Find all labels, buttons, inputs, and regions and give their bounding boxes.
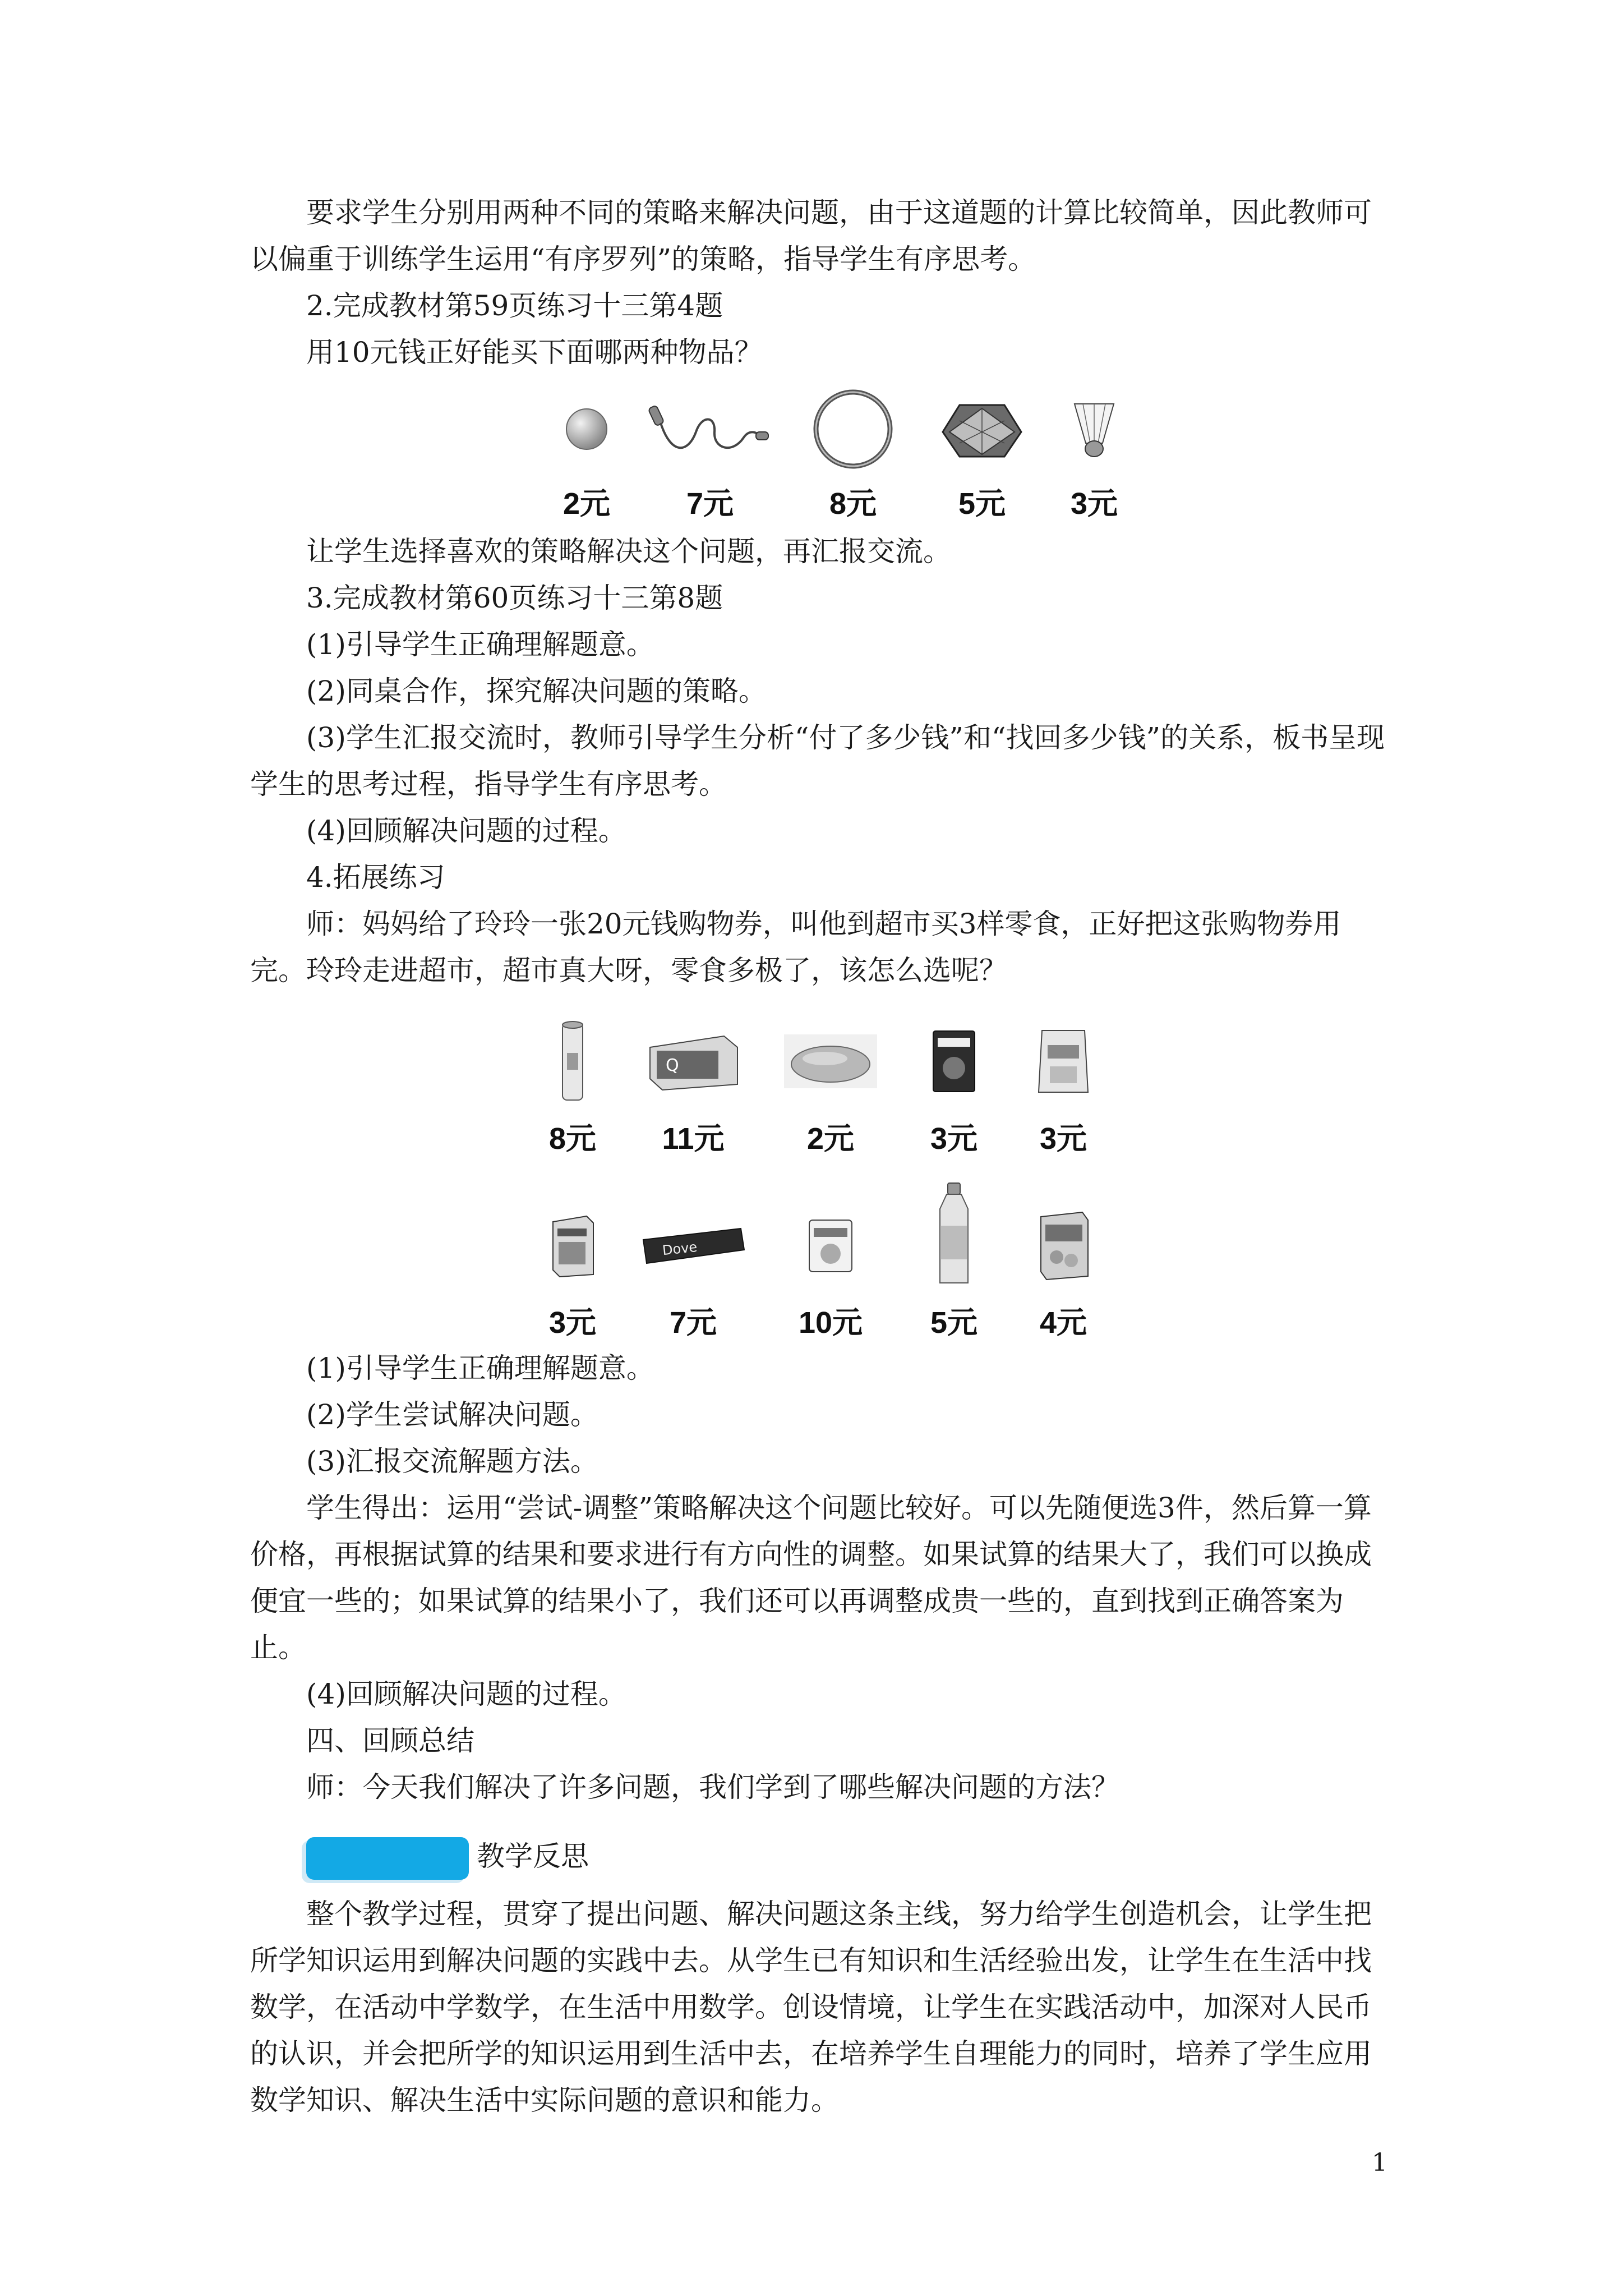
paragraph: 让学生选择喜欢的策略解决这个问题，再汇报交流。 bbox=[306, 535, 951, 568]
paragraph: 用10元钱正好能买下面哪两种物品？ bbox=[306, 336, 763, 369]
paragraph: (2)学生尝试解决问题。 bbox=[306, 1398, 598, 1431]
shuttlecock-icon bbox=[1069, 398, 1119, 460]
section-title: 教学反思 bbox=[477, 1840, 589, 1872]
item-q-cake-box bbox=[626, 1016, 760, 1156]
item-hula-hoop bbox=[789, 387, 917, 521]
exercise-heading: 4.拓展练习 bbox=[306, 861, 445, 894]
item-price: 3元 bbox=[1039, 1122, 1087, 1156]
item-price: 2元 bbox=[562, 487, 611, 521]
item-beef-jerky-bag bbox=[901, 1016, 1007, 1156]
paragraph: (3)学生汇报交流时，教师引导学生分析“付了多少钱”和“找回多少钱”的关系，板书呈现学生的思考过程，指导学生有序思考。 bbox=[250, 721, 1385, 800]
item-price: 7元 bbox=[669, 1306, 717, 1340]
beef-jerky-bag-icon bbox=[929, 1028, 979, 1095]
chinese-checkers-icon bbox=[937, 398, 1027, 460]
item-price: 8元 bbox=[829, 487, 877, 521]
item-price: 5元 bbox=[930, 1306, 978, 1340]
item-price: 8元 bbox=[548, 1122, 597, 1156]
item-jump-rope bbox=[631, 387, 789, 521]
item-chocolate-bar bbox=[626, 1200, 760, 1340]
item-bread bbox=[760, 1016, 901, 1156]
item-cookie-box bbox=[519, 1200, 626, 1340]
reflection-paragraph: 整个教学过程，贯穿了提出问题、解决问题这条主线，努力给学生创造机会，让学生把所学知识运用到解决问题的实践中去。从学生已有知识和生活经验出发，让学生在生活中找数学，在活动中学数学，在生活中用数学。创设情境，让学生在实践活动中，加深对人民币的认识，并会把所学的知识运用到生活中去，在培养学生自理能力的同时，培养了学生应用数学知识、解决生活中实际问题的意识和能力。 bbox=[250, 1898, 1372, 2116]
candy-pack-icon bbox=[803, 1214, 859, 1276]
bread-icon bbox=[783, 1033, 878, 1089]
q-cake-box-icon bbox=[645, 1030, 741, 1092]
item-chips-can bbox=[519, 1016, 626, 1156]
ball-icon bbox=[564, 407, 609, 452]
item-row-snacks-1 bbox=[519, 1016, 1389, 1156]
reflection-header bbox=[306, 1833, 1389, 1880]
paragraph: 师：妈妈给了玲玲一张20元钱购物券，叫他到超市买3样零食，正好把这张购物券用完。玲玲走进超市，超市真大呀，零食多极了，该怎么选呢？ bbox=[250, 908, 1341, 987]
paragraph: 学生得出：运用“尝试-调整”策略解决这个问题比较好。可以先随便选3件，然后算一算价格，再根据试算的结果和要求进行有方向性的调整。如果试算的结果大了，我们可以换成便宜一些的；如果试算的结果小了，我们还可以再调整成贵一些的，直到找到正确答案为止。 bbox=[250, 1492, 1372, 1664]
exercise-heading: 3.完成教材第60页练习十三第8题 bbox=[306, 582, 723, 614]
item-candy-pack bbox=[760, 1200, 901, 1340]
item-price: 7元 bbox=[686, 487, 734, 521]
paragraph: 要求学生分别用两种不同的策略来解决问题，由于这道题的计算比较简单，因此教师可以偏重于训练学生运用“有序罗列”的策略，指导学生有序思考。 bbox=[250, 196, 1372, 275]
jump-rope-icon bbox=[648, 398, 772, 460]
item-price: 3元 bbox=[930, 1122, 978, 1156]
item-row-toys bbox=[542, 387, 1389, 521]
section-heading: 四、回顾总结 bbox=[306, 1724, 474, 1757]
paragraph: (4)回顾解决问题的过程。 bbox=[306, 1678, 626, 1710]
item-shuttlecock bbox=[1046, 387, 1142, 521]
biscuit-box-icon bbox=[1035, 1209, 1091, 1282]
snack-bag-icon bbox=[1035, 1025, 1091, 1098]
paragraph: 师：今天我们解决了许多问题，我们学到了哪些解决问题的方法？ bbox=[306, 1771, 1119, 1803]
paragraph: (3)汇报交流解题方法。 bbox=[306, 1445, 598, 1478]
svg-text:Dove: Dove bbox=[661, 1239, 698, 1259]
svg-text:Q: Q bbox=[666, 1056, 679, 1075]
item-price: 3元 bbox=[548, 1306, 597, 1340]
paragraph: (4)回顾解决问题的过程。 bbox=[306, 815, 626, 847]
item-chinese-checkers bbox=[917, 387, 1046, 521]
item-price: 3元 bbox=[1070, 487, 1118, 521]
hula-hoop-icon bbox=[811, 387, 895, 471]
item-ball bbox=[542, 387, 631, 521]
item-price: 11元 bbox=[662, 1122, 725, 1156]
item-price: 2元 bbox=[806, 1122, 855, 1156]
item-price: 4元 bbox=[1039, 1306, 1087, 1340]
paragraph: (1)引导学生正确理解题意。 bbox=[306, 1352, 654, 1384]
exercise-heading: 2.完成教材第59页练习十三第4题 bbox=[306, 289, 723, 322]
page-number: 1 bbox=[1372, 2148, 1387, 2177]
juice-bottle-icon bbox=[934, 1181, 974, 1287]
paragraph: (1)引导学生正确理解题意。 bbox=[306, 628, 654, 661]
item-price: 5元 bbox=[958, 487, 1006, 521]
item-snack-bag bbox=[1007, 1016, 1119, 1156]
item-row-snacks-2 bbox=[519, 1178, 1389, 1340]
item-price: 10元 bbox=[798, 1306, 863, 1340]
item-juice-bottle bbox=[901, 1178, 1007, 1340]
item-biscuit-box bbox=[1007, 1200, 1119, 1340]
section-badge bbox=[306, 1837, 469, 1880]
chocolate-bar-icon bbox=[640, 1223, 746, 1268]
cookie-box-icon bbox=[547, 1212, 598, 1279]
chips-can-icon bbox=[556, 1019, 589, 1103]
paragraph: (2)同桌合作，探究解决问题的策略。 bbox=[306, 675, 767, 707]
page-content bbox=[250, 190, 1389, 2124]
